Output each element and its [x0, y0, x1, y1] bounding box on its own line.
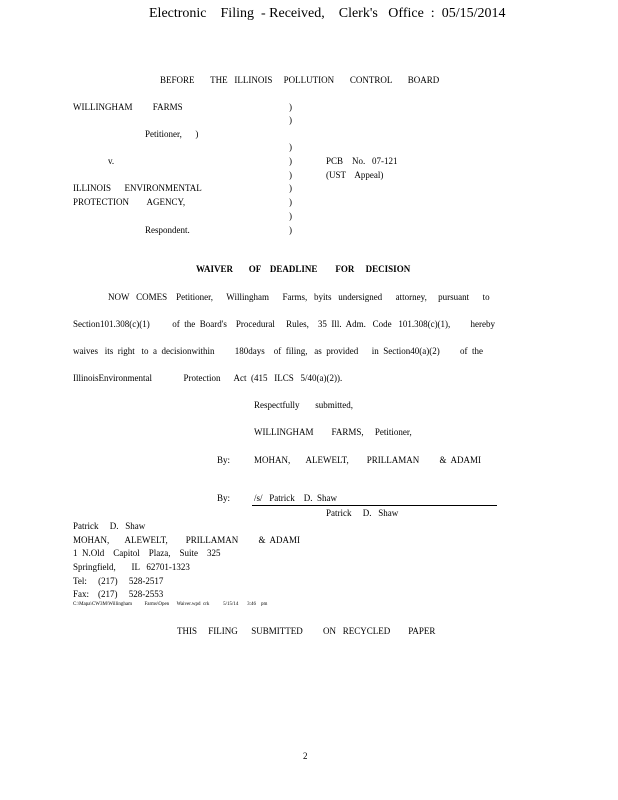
signing-party: WILLINGHAM FARMS, Petitioner, [254, 427, 412, 437]
closing: Respectfully submitted, [254, 400, 353, 410]
signature-line [252, 505, 497, 506]
body-line: IllinoisEnvironmental Protection Act (415 ILCS 5/40(a)(2)). [73, 373, 343, 383]
caption-paren: ) [289, 197, 292, 207]
attorney-fax: Fax: (217) 528-2553 [73, 589, 164, 599]
board-heading: BEFORE THE ILLINOIS POLLUTION CONTROL BOARD [160, 75, 440, 85]
respondent-role: Respondent. [145, 225, 190, 235]
petitioner-name: WILLINGHAM FARMS [73, 102, 183, 112]
filing-stamp: Electronic Filing - Received, Clerk's Office : 05/15/2014 [149, 6, 506, 21]
respondent-line2: PROTECTION AGENCY, [73, 197, 186, 207]
caption-paren: ) [289, 156, 292, 166]
recycled-paper-note: THIS FILING SUBMITTED ON RECYCLED PAPER [177, 626, 436, 636]
petitioner-role: Petitioner, ) [145, 129, 199, 139]
case-number: PCB No. 07-121 [326, 156, 398, 166]
file-path: C:\Mapa\CW3M\Willingham Farms\Open Waiver.wpd crk 5/15/14 3:46 pm [73, 602, 268, 607]
caption-paren: ) [289, 211, 292, 221]
attorney-city: Springfield, IL 62701-1323 [73, 562, 190, 572]
caption-paren: ) [289, 142, 292, 152]
attorney-tel: Tel: (217) 528-2517 [73, 576, 164, 586]
caption-paren: ) [289, 183, 292, 193]
by-label: By: [217, 455, 231, 465]
attorney-firm: MOHAN, ALEWELT, PRILLAMAN & ADAMI [73, 535, 300, 545]
printed-name: Patrick D. Shaw [326, 508, 399, 518]
caption-paren: ) [289, 102, 292, 112]
case-type: (UST Appeal) [326, 170, 384, 180]
attorney-address: 1 N.Old Capitol Plaza, Suite 325 [73, 548, 221, 558]
caption-paren: ) [289, 170, 292, 180]
page-number: 2 [303, 751, 308, 761]
body-line: waives its right to a decisionwithin 180days of filing, as provided in Section40(a)(2) of the [73, 346, 483, 356]
respondent-line1: ILLINOIS ENVIRONMENTAL [73, 183, 202, 193]
versus-label: v. [108, 156, 115, 166]
caption-paren: ) [289, 115, 292, 125]
firm-name: MOHAN, ALEWELT, PRILLAMAN & ADAMI [254, 455, 481, 465]
body-line: NOW COMES Petitioner, Willingham Farms, byits undersigned attorney, pursuant to [108, 292, 490, 302]
body-line: Section101.308(c)(1) of the Board's Procedural Rules, 35 Ill. Adm. Code 101.308(c)(1), hereby [73, 319, 496, 329]
caption-paren: ) [289, 225, 292, 235]
document-title: WAIVER OF DEADLINE FOR DECISION [196, 264, 411, 274]
by-label: By: [217, 493, 231, 503]
attorney-name: Patrick D. Shaw [73, 521, 146, 531]
electronic-signature: /s/ Patrick D. Shaw [254, 493, 337, 503]
